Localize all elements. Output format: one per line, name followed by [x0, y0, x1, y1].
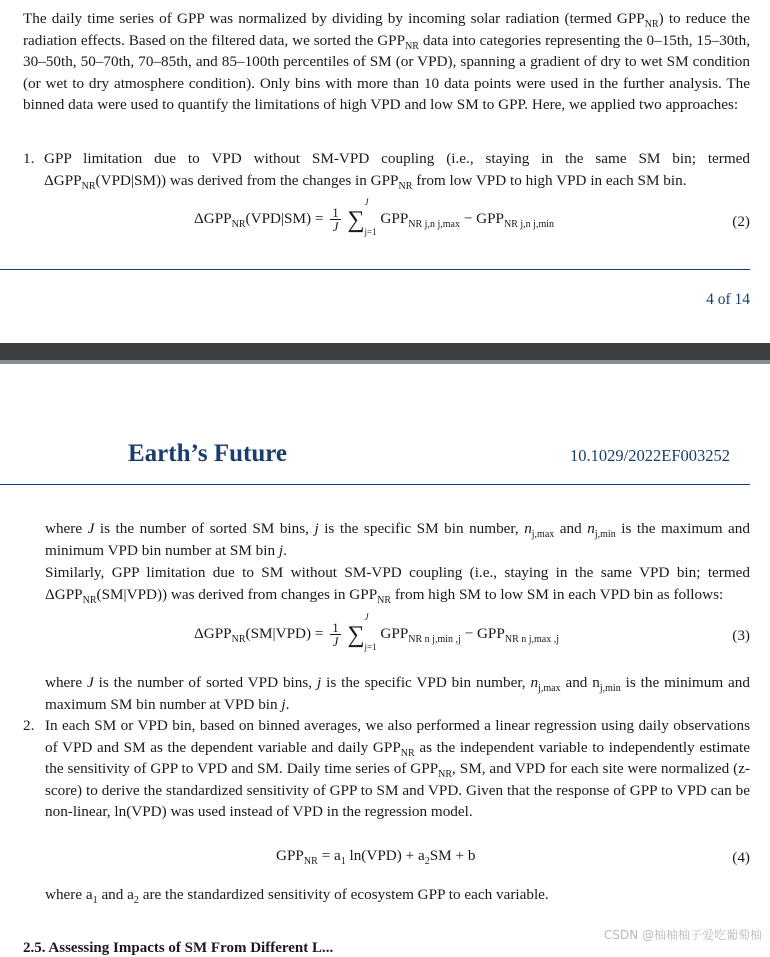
list-item-1: GPP limitation due to VPD without SM-VPD coupling (i.e., staying in the same SM bin; termed $\Delta GPP_{NR}(VPD|SM)$) was derived from the changes in $GPP_{NR}$ from low VPD to high VPD in each SM bin.	[44, 150, 750, 192]
header-rule	[0, 484, 750, 485]
page-separator-shade	[0, 360, 770, 364]
equation-number-4: (4)	[732, 849, 750, 866]
next-section-heading-cut: 2.5. Assessing Impacts of SM From Different L...	[23, 940, 334, 956]
page-separator	[0, 343, 770, 360]
equation-4: $GPP_{NR} = a_1$ $\ln(VPD) + a_2SM + b$	[276, 847, 476, 867]
where-paragraph-3: where $a_1$ and $a_2$ are the standardized sensitivity of ecosystem GPP to each variable.	[45, 886, 549, 906]
list-marker-1: 1.	[23, 150, 35, 167]
list-item-2: In each SM or VPD bin, based on binned averages, we also performed a linear regression using daily observations of VPD and SM as the dependent variable and daily $GPP_{NR}$ as the independent variable to independently estimate the sensitivity of GPP to VPD and SM. Daily time series of $GPP_{NR}$, SM, and VPD for each site were normalized (z-score) to derive the standardized sensitivity of GPP to SM and VPD. Given that the response of GPP to VPD can be non-linear, ln(VPD) was used instead of VPD in the regression model.	[45, 717, 750, 820]
equation-2: $\Delta GPP_{NR}(VPD|SM)$ = $\frac{1}{J}$ ∑ J j=1 $GPP_{NR j,n j,max} - GPP_{NR j,n j,min}$	[194, 196, 555, 237]
summation-symbol: ∑ J j=1	[347, 611, 377, 652]
equation-number-3: (3)	[732, 627, 750, 644]
list-marker-2: 2.	[23, 717, 35, 734]
where-paragraph-2: where J is the number of sorted VPD bins, j is the specific VPD bin number, $n_{j,max}$ and $n_{j,min}$ is the minimum and maximum SM bin number at VPD bin j.	[45, 674, 750, 713]
fraction: $\frac{1}{J}$	[332, 620, 339, 649]
equation-3: $\Delta GPP_{NR}(SM|VPD)$ = $\frac{1}{J}$ ∑ J j=1 $GPP_{NR n j,min ,j} - GPP_{NR n j,max ,j}$	[194, 611, 560, 652]
footer-rule	[0, 269, 750, 270]
intro-paragraph: The daily time series of GPP was normalized by dividing by incoming solar radiation (termed $GPP_{NR}$) to reduce the radiation effects. Based on the filtered data, we sorted the $GPP_{NR}$ data into categories representing the 0–15th, 15–30th, 30–50th, 50–70th, 70–85th, and 85–100th percentiles of SM (or VPD), spanning a gradient of dry to wet SM condition (or wet to dry atmosphere condition). Only bins with more than 10 data points were used in the further analysis. The binned data were used to quantify the limitations of high VPD and low SM to GPP. Here, we applied two approaches:	[23, 10, 750, 113]
watermark: CSDN @柚柚柚子爱吃葡萄柚	[603, 928, 762, 942]
journal-title: Earth’s Future	[128, 440, 288, 467]
page-number: 4 of 14	[706, 291, 750, 308]
fraction: $\frac{1}{J}$	[332, 205, 339, 234]
where-paragraph-1: where J is the number of sorted SM bins, j is the specific SM bin number, $n_{j,max}$ and $n_{j,min}$ is the maximum and minimum VPD bin number at SM bin j.	[45, 520, 750, 559]
doi: 10.1029/2022EF003252	[570, 446, 730, 465]
similarly-paragraph: Similarly, GPP limitation due to SM without SM-VPD coupling (i.e., staying in the same VPD bin; termed $\Delta GPP_{NR}(SM|VPD)$) was derived from changes in $GPP_{NR}$ from high SM to low SM in each VPD bin as follows:	[45, 564, 750, 606]
summation-symbol: ∑ J j=1	[347, 196, 377, 237]
equation-number-2: (2)	[732, 213, 750, 230]
